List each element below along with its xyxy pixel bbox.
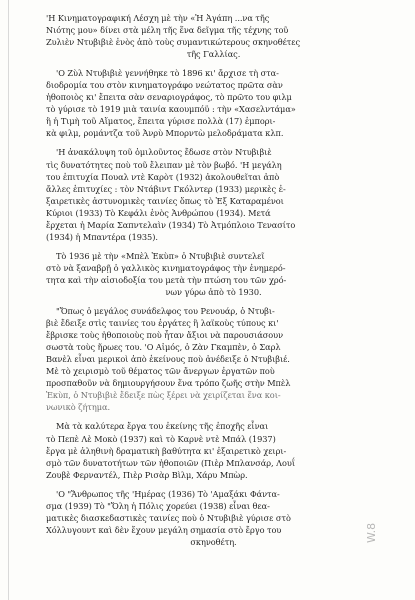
text-line: τῆς Γαλλίας. bbox=[186, 49, 241, 60]
text-line: σκηνοθέτη. bbox=[190, 536, 237, 547]
text-line: Βανὲλ εἶναι μερικοὶ ἀπὸ ἐκείνους ποὺ ἀνέδειξε ὁ Ντυβιβιέ. bbox=[46, 354, 290, 365]
text-line: ματικὲς διασκεδαστικὲς ταινίες ποὺ ὁ Ντυβιβιὲ γύρισε στὸ bbox=[46, 512, 291, 523]
text-line: 'Ο "Ἄνθρωπος τῆς 'Ημέρας (1936) Τὸ 'Αμαξάκι Φάντα- bbox=[56, 488, 280, 499]
text-line: προσπαθοῦν νὰ δημιουργήσουν ἕνα τρόπο ζωῆς στὴν Μπὲλ bbox=[46, 378, 291, 389]
paragraph-sound-era bbox=[46, 146, 381, 242]
text-line: ἔργα μὲ ἀληθινὴ δραματικὴ βαθύτητα κι' ἐξαιρετικὸ χειρι- bbox=[46, 445, 287, 456]
text-line: Ζουβὲ Φερναντέλ, Πιὲρ Ρισὰρ Βὶλμ, Χάρυ Μπὼρ. bbox=[46, 469, 248, 480]
text-line: τητα καὶ τὴν αἰσιοδοξία του μετὰ τὴν πτώση του τῶν χρό- bbox=[46, 274, 287, 285]
text-line: νων γύρω ἀπὸ τὸ 1930. bbox=[165, 286, 262, 297]
text-line: τὸ Πεπὲ Λὲ Μοκὸ (1937) καὶ τὸ Καρνὲ ντὲ Μπάλ (1937) bbox=[46, 433, 276, 444]
text-line: σμὸ τῶν δυνατοτήτων τῶν ἠθοποιῶν (Πιὲρ Μπλανσάρ, Λουΐ bbox=[46, 457, 295, 468]
text-line: Χόλλυγουντ καὶ δὲν ἔχουν μεγάλη σημασία στὸ ἔργο του bbox=[46, 524, 282, 535]
text-line: Ζυλιὲν Ντυβιβιὲ ἑνὸς ἀπὸ τοὺς συμαντικώτερους σκηνοθέτες bbox=[46, 37, 300, 48]
text-line: ἢ ἡ Τιμὴ τοῦ Αἵματος, ἔπειτα γύρισε πολλὰ (17) ἐμπορι- bbox=[46, 116, 276, 127]
page-edge bbox=[8, 0, 9, 600]
paragraph-hollywood bbox=[46, 488, 381, 548]
text-line: "Ὅπως ὁ μεγάλος συνάδελφος του Ρενουάρ, ὁ Ντυβι- bbox=[56, 306, 275, 317]
text-line: ἄλλες ἐπιτυχίες : τὸν Ντάβιντ Γκόλντερ (1933) μερικὲς ἐ- bbox=[46, 183, 286, 194]
article-body bbox=[46, 12, 381, 555]
text-line: διοδρομία του στὸν κινηματογράφο νεώτατος πρῶτα σὰν bbox=[46, 80, 283, 91]
margin-handwritten-note: W.8 bbox=[365, 522, 378, 543]
text-line: Μὰ τὰ καλύτερα ἔργα του ἐκείνης τῆς ἐποχῆς εἶναι bbox=[56, 421, 269, 432]
text-line: ἠθοποιὸς κι' ἔπειτα σὰν σεναριογράφος, τὸ πρῶτο του φιλμ bbox=[46, 92, 292, 103]
text-line: Ἐκὺπ, ὁ Ντυβιβιὲ ἔδειξε πὼς ξέρει νὰ χειρίζεται ἕνα κοι- bbox=[46, 390, 281, 401]
paragraph-belle-equipe bbox=[46, 250, 381, 298]
text-line: Νιότης μου» δίνει στὰ μέλη τῆς ἕνα δεῖγμα τῆς τέχνης τοῦ bbox=[46, 25, 289, 36]
text-line: Κύριοι (1933) Τὸ Κεφάλι ἑνὸς Ἀνθρώπου (1934). Μετά bbox=[46, 207, 271, 218]
text-line: 'Ο Ζὺλ Ντυβιβιὲ γεννήθηκε τὸ 1896 κι' ἄρχισε τὴ στα- bbox=[56, 68, 279, 79]
text-line: 'Η ἀνακάλυψη τοῦ ὁμιλοῦντος ἔδωσε στὸν Ντυβιβιὲ bbox=[56, 147, 272, 158]
text-line: Τὸ 1936 μὲ τὴν «Μπὲλ Ἐκὺπ» ὁ Ντυβιβιὲ συντελεῖ bbox=[56, 250, 265, 261]
text-line: 'Η Κινηματογραφική Λέσχη μὲ τὴν «Ἡ Ἀγάπη ...να τῆς bbox=[46, 13, 270, 23]
text-line: ἔρχεται ἡ Μαρία Σαπντελαὶν (1934) Τὸ Ἀτμόπλοιο Τενασίτο bbox=[46, 219, 296, 230]
text-line: ἔβρισκε τοὺς ἠθοποιοὺς ποὺ ἦταν ἄξιοι νὰ παρουσιάσουν bbox=[46, 330, 284, 341]
paragraph-biography bbox=[46, 67, 381, 139]
text-line: (1934) ἡ Μπαντέρα (1935). bbox=[46, 231, 158, 242]
text-line: σωστὰ τοὺς ἥρωες του. 'Ο Αἰμός, ὁ Ζὰν Γκαμπὲν, ὁ Σαρλ bbox=[46, 342, 281, 353]
text-line: κὰ φιλμ, ρομάντζα τοῦ Ἀνρὺ Μπορντὼ μελοδράματα κλπ. bbox=[46, 128, 284, 139]
text-line: ξαιρετικὲς ἀστυνομικὲς ταινίες ὅπως τὸ Ἐξ Καταραμένοι bbox=[46, 195, 284, 206]
text-line: τὸ γύρισε τὸ 1919 μιὰ ταινία καουμπόϋ : τὴν «Χασελντάμα» bbox=[46, 104, 296, 115]
text-line: του ἐπιτυχία Πουαλ ντὲ Καρὸτ (1932) ἀκολουθεῖται ἀπὸ bbox=[46, 171, 280, 182]
text-line: νωνικὸ ζήτημα. bbox=[46, 402, 111, 413]
text-line: στὸ νὰ ξαναβρῇ ὁ γαλλικὸς κινηματογράφος τὴν ἐνημερό- bbox=[46, 262, 286, 273]
paragraph-intro bbox=[46, 12, 381, 60]
text-line: Μὲ τὸ χειρισμὸ τοῦ θέματος τῶν ἄνεργων ἐργατῶν ποὺ bbox=[46, 366, 275, 377]
paragraph-renoir bbox=[46, 305, 381, 413]
paragraph-best-works bbox=[46, 420, 381, 480]
text-line: βιὲ ἔδειξε στὶς ταινίες του ἐργάτες ἢ λαϊκοὺς τύπους κι' bbox=[46, 318, 279, 329]
text-line: σμα (1939) Τὸ "Ὅλη ἡ Πόλις χορεύει (1938) εἶναι θεα- bbox=[46, 500, 270, 511]
text-line: τὶς δυνατότητες ποὺ τοῦ ἔλειπαν μὲ τὸν βωβό. 'Η μεγάλη bbox=[46, 159, 282, 170]
